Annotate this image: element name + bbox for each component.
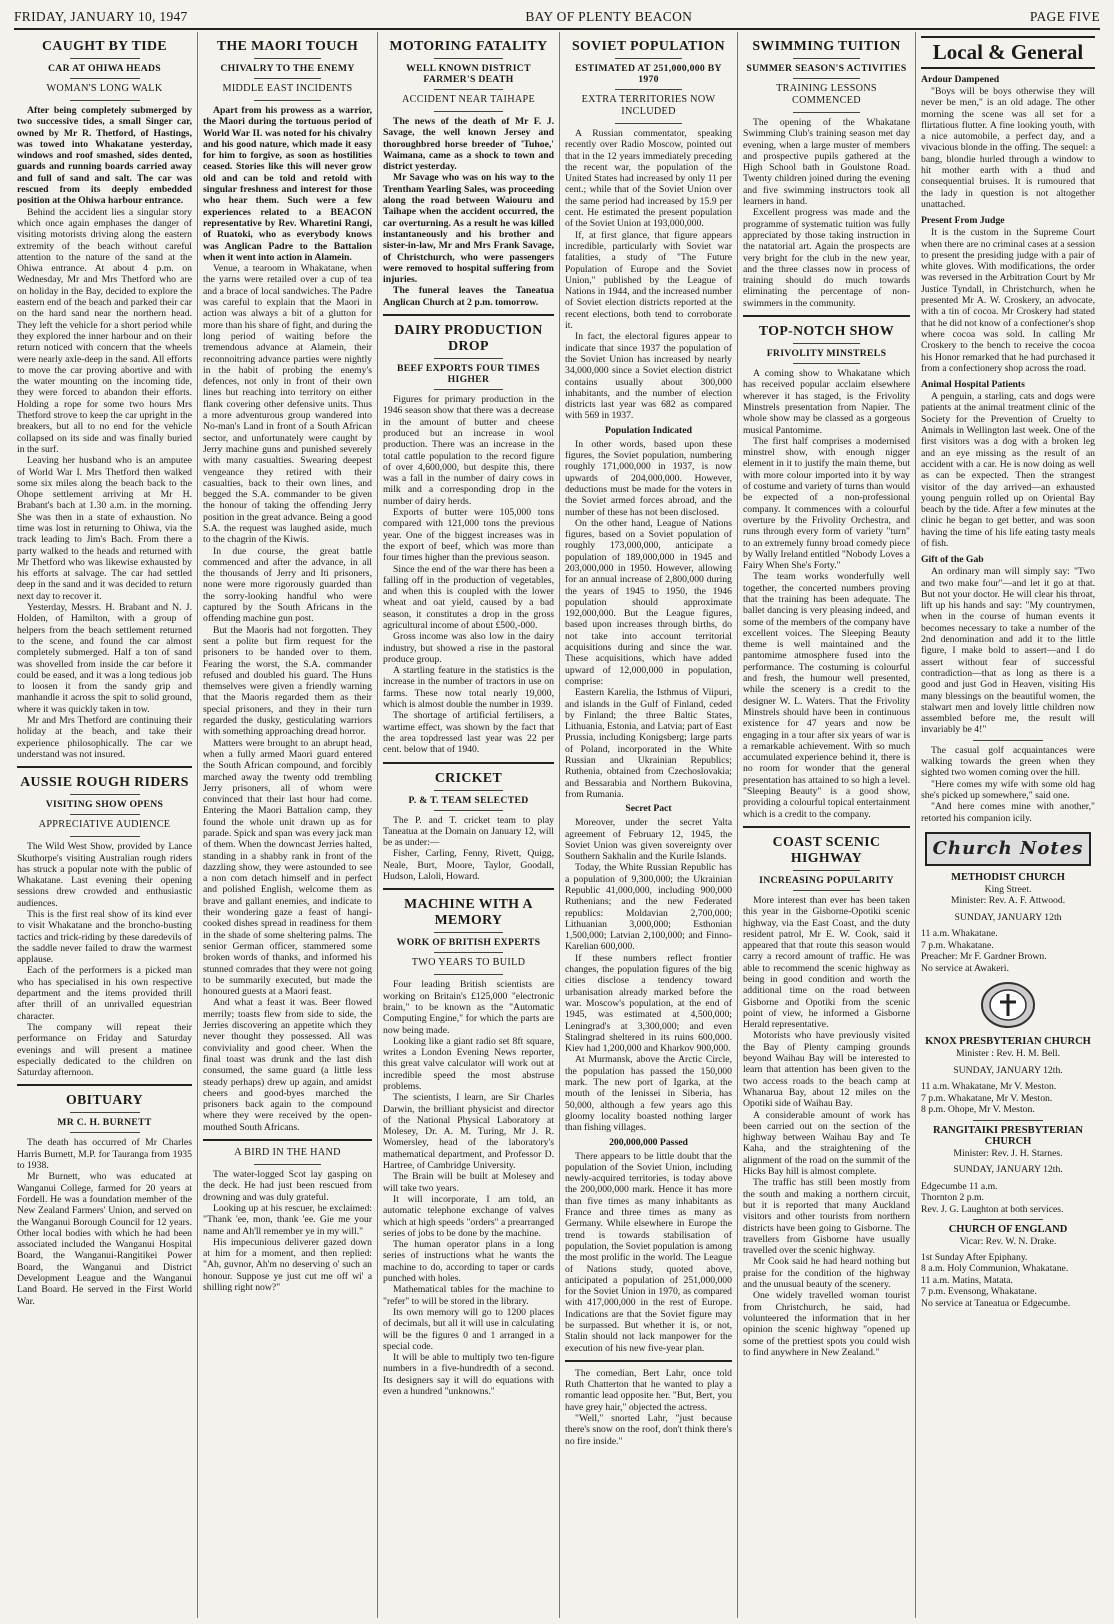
- divider: [254, 58, 322, 59]
- body-paragraph: The team works wonderfully well together, the concerted numbers proving that the training has been adequate. The ballet dancing is very pleasing indeed, and some of the members of the company have excellent voices. The Sleeping Beauty theme is well maintained and the pantomime atmosphere fused into the performance. The costuming is colourful and fresh, the humour well presented, while the scenery is a credit to the designer W. L. Waters. That the Frivolity Minstrels should have been in continuous existence for 47 years and now be engaging in a tour after six years of war is a remarkable achievement. With so much accumulated experience behind it, there is no room for wonder that the general presentation has attained to so high a level. "Sleeping Beauty" is a good show, providing a colourful topical entertainment which is a credit to the company.: [743, 571, 910, 820]
- service-line: Rev. J. G. Laughton at both services.: [921, 1203, 1064, 1215]
- service-line: Preacher: Mr F. Gardner Brown.: [921, 951, 1047, 963]
- headline-top-notch-show: TOP-NOTCH SHOW: [758, 323, 895, 339]
- church-minister: Minister: Rev. J. H. Starnes.: [953, 1147, 1063, 1159]
- divider: [70, 836, 140, 837]
- article-separator: [383, 888, 554, 890]
- body-paragraph: Mr Burnett, who was educated at Wanganui College, farmed for 20 years at Fordell. He was a foundation member of the New Zealand Farmers' Union, and served on the Wanganui Borough Council for 12 years. Other local bodies with which he had been associated included the Wanganui Hospital Board, the Wanganui-Rangitikei Power Board, the Wanganui and District Development League and the Wanganui Land Board. He served in the First World War.: [17, 1171, 192, 1307]
- divider: [434, 810, 502, 811]
- body-paragraph: In due course, the great battle commenced and after the advance, in all the thousands of Jerry and Iti prisoners, none were more rigorously guarded than the sorry-looking handful who were captured by the South Africans in the offending machine gun post.: [203, 545, 372, 625]
- subhead: INCREASING POPULARITY: [759, 874, 894, 886]
- lead-paragraph: Apart from his prowess as a warrior, the Maori during the tortuous period of World War II. was noted for his chivalry and his good nature, which made it easy for him to forgive, as soon as hostilities ceased. Stories like this will never grow old and can be told and retold with singular freshness and interest for those who hear them. Such were a few experiences related to a BEACON representative by Rev. Wharetini Rangi, of Ruatoki, who as everybody knows was Anglican Padre to the Battalion when it went into action in Alamein.: [203, 105, 372, 263]
- subhead: FRIVOLITY MINSTRELS: [766, 348, 887, 360]
- service-line: Edgecumbe 11 a.m.: [921, 1180, 998, 1192]
- church-name: KNOX PRESBYTERIAN CHURCH: [925, 1036, 1091, 1048]
- service-line: Thornton 2 p.m.: [921, 1192, 984, 1204]
- headline-caught-by-tide: CAUGHT BY TIDE: [42, 38, 167, 53]
- body-paragraph: It is the custom in the Supreme Court when there are no criminal cases at a session to present the presiding judge with a pair of white gloves. With modifications, the order was reversed in the Arbitration Court by Mr Justice Tyndall, in Christchurch, when he presented Mr A. W. Croskery, an advocate, with a tin of cocoa. Mr Croskery had stated that he did not know of a confectioner's shop where cocoa was sold. In calling Mr Croskery to the bench to receive the cocoa his Honor remarked that he had purchased it from a confectionery shop across the road.: [921, 227, 1095, 374]
- body-paragraph: The shortage of artificial fertilisers, a wartime effect, was shown by the fact that the area topdressed last year was 22 per cent. below that of 1940.: [383, 710, 554, 756]
- body-paragraph: Eastern Karelia, the Isthmus of Viipuri, and islands in the Gulf of Finland, ceded by Finland; the three Baltic States, Lithuania, Estonia, and Latvia; part of East Prussia, including Konigsberg; large parts of Poland, incorporated in the White Russian and Ukrainian Republics; Ruthenia, obtained from Czechoslovakia; and Bessarabia and Northern Bukovina, from Rumania.: [565, 687, 732, 800]
- body-paragraph: Looking up at his rescuer, he exclaimed: "Thank 'ee, mon, thank 'ee. Gie me your name and Ah'll remember ye in my will.": [203, 1202, 372, 1237]
- subhead: VISITING SHOW OPENS: [45, 799, 164, 811]
- body-paragraph: Looking like a giant radio set 8ft square, writes a London Evening News reporter, this great valve calculator will work out at incredible speed the most abstruse problems.: [383, 1035, 554, 1092]
- crest-emblem-icon: [978, 980, 1038, 1030]
- body-paragraph: A considerable amount of work has been carried out on the section of the highway between Waihau Bay and Te Kaha, and the straightening of the alignment of the road on the summit of the Hicks Bay hill is almost complete.: [743, 1109, 910, 1178]
- sidehead: Population Indicated: [605, 424, 692, 436]
- article-separator: [383, 314, 554, 316]
- deck: TRAINING LESSONS COMMENCED: [776, 83, 877, 106]
- church-crest: [921, 980, 1095, 1030]
- service-day: SUNDAY, JANUARY 12th: [954, 911, 1062, 923]
- headline-aussie-rough-riders: AUSSIE ROUGH RIDERS: [20, 774, 189, 790]
- subhead: MR C. H. BURNETT: [57, 1117, 152, 1129]
- lead-paragraph: Mr Savage who was on his way to the Trentham Yearling Sales, was proceeding along the road between Waiouru and Taihape when the accident occurred, the car overturning. As a result he was killed instantaneously and his brother and sister-in-law, Mr and Mrs Frank Savage, of Christchurch, who were passengers were removed to hospital suffering from injuries.: [383, 172, 554, 286]
- divider: [70, 1112, 140, 1113]
- page-number: PAGE FIVE: [1029, 9, 1100, 24]
- body-paragraph: Yesterday, Messrs. H. Brabant and N. J. Holden, of Hamilton, with a group of helpers from the beach settlement returned to the scene, and found the car almost completely submerged. Half a ton of sand was shovelled from inside the car before it could be eased, and it was a long tedious job to loosen it from the sandy grip and manhandle it across the spit to solid ground, where it was quickly taken in tow.: [17, 602, 192, 715]
- church-name: CHURCH OF ENGLAND: [948, 1224, 1068, 1236]
- item-heading: Gift of the Gab: [921, 554, 984, 566]
- divider: [793, 58, 860, 59]
- headline-soviet-population: SOVIET POPULATION: [571, 38, 726, 53]
- service-line: 1st Sunday After Epiphany.: [921, 1251, 1028, 1263]
- body-paragraph: The opening of the Whakatane Swimming Club's training season met day evening, when a large muster of members and prospective pupils gathered at the High School bath in Goulstone Road. Twenty children joined during the evening and five swimming instructors took all learners in hand.: [743, 117, 910, 208]
- subhead: BEEF EXPORTS FOUR TIMES HIGHER: [396, 363, 540, 386]
- subhead: P. & T. TEAM SELECTED: [408, 794, 529, 806]
- body-paragraph: At Murmansk, above the Arctic Circle, the population has passed the 150,000 mark. The new port of Igarka, at the mouth of the Ienissei in Siberia, has 50,000, although a few years ago this gloomy locality boasted nothing larger than fishing villages.: [565, 1054, 732, 1134]
- body-paragraph: Mr Cook said he had heard nothing but praise for the condition of the highway and the unusual beauty of the scenery.: [743, 1256, 910, 1291]
- church-minister: Minister: Rev. A. F. Attwood.: [950, 895, 1066, 907]
- headline-dairy-production: DAIRY PRODUCTION DROP: [394, 322, 543, 354]
- divider: [434, 932, 502, 933]
- divider: [793, 112, 860, 113]
- body-paragraph: Mr and Mrs Thetford are continuing their holiday at the beach, and take their experience philosophically. The car we understand was not insured.: [17, 715, 192, 760]
- headline-bird-in-hand: A BIRD IN THE HAND: [234, 1147, 341, 1159]
- body-paragraph: The scientists, I learn, are Sir Charles Darwin, the brilliant physicist and director of the National Physical Laboratory at Molesey, Dr. A. M. Turing, Mr J. R. Womersley, head of the laboratory's mathematical department, and Professor D. Hartree, of Cambridge University.: [383, 1092, 554, 1172]
- body-paragraph: The Wild West Show, provided by Lance Skuthorpe's visiting Australian rough riders has struck a popular note with the public of Whakatane. Last evening their opening sessions drew crowded and enthusiastic audiences.: [17, 841, 192, 909]
- body-paragraph: Since the end of the war there has been a falling off in the production of vegetables, and when this is coupled with the lower wheat and oat yield, caused by a bad season, it constitutes a drop in the gross agricultural income of about £500,-000.: [383, 563, 554, 631]
- body-paragraph: "Boys will be boys otherwise they will never be men," is an old adage. The other morning the scene was all set for a flirtatious flutter. A fine looking youth, with a nice automobile, a perfect day, and a vivacious blonde in the offing. The sequel: a bang, blondie hurled through a window to hit mother earth with a thud and consequential bruises. It is rumoured that the lady in question is not altogether unattached.: [921, 86, 1095, 210]
- body-paragraph: The human operator plans in a long series of instructions what he wants the machine to do, according to taper or cards punched with holes.: [383, 1239, 554, 1285]
- service-day: SUNDAY, JANUARY 12th.: [953, 1064, 1063, 1076]
- body-paragraph: On the other hand, League of Nations figures, based on a Soviet population of roughly 173,000,000, anticipate a population of 189,000,000 in 1945 and 203,000,000 in 1950. However, allowing for an annual increase of 2,800,000 during the years of 1945 to 1950, the 1946 population should approximate 192,000,000. But the League figures, based upon increases through births, do not take into account territorial acquisitions during and since the war. These acquisitions, which have added upward of 12,000,000 in population, comprise:: [565, 517, 732, 687]
- divider: [615, 89, 682, 90]
- body-paragraph: One widely travelled woman tourist from Christchurch, he said, had volunteered the information that in her opinion the scenic highway "opened up some of the prettiest spots you could wish to find anywhere in New Zealand.": [743, 1290, 910, 1358]
- divider: [793, 890, 860, 891]
- service-line: 11 a.m. Whakatane, Mr V. Meston.: [921, 1081, 1057, 1093]
- body-paragraph: And what a feast it was. Beer flowed merrily; toasts flew from side to side, the Jerries discovering an appetite which they never thought they possessed. All was conviviality and good cheer. When the final toast was drunk and the last dish consumed, the same guard (a little less steady perhaps) drew up again, and amidst cheers and good-byes marched the prisoners back again to the compound where they were received by the open-mouthed South Africans.: [203, 997, 372, 1133]
- body-paragraph: "And here comes mine with another," retorted his companion icily.: [921, 801, 1095, 824]
- body-paragraph: This is the first real show of its kind ever to visit Whakatane and the broncho-busting tactics and trick-riding by these daredevils of the saddle never failed to draw the warmest applause.: [17, 909, 192, 966]
- body-paragraph: It will incorporate, I am told, an automatic telephone exchange of valves which at high speeds "orders" a prearranged series of jobs to be done by the machine.: [383, 1193, 554, 1239]
- body-paragraph: An ordinary man will simply say: "Two and two make four"—and let it go at that. But not your doctor. He will clear his throat, lift up his hands and say: "My countrymen, when in the course of human events it becomes necessary to take a number of the 2nd denomination and add it to the little figure, I make bold to assert—and I do assert without fear of successful contradiction—that as long as there is a good and just God in Heaven, visiting His many blessings on the beautiful women, the stalwart men and lovely little children now assembled before me, the result will invariably be 4!": [921, 566, 1095, 736]
- divider: [70, 1132, 140, 1133]
- deck: MIDDLE EAST INCIDENTS: [222, 83, 353, 94]
- headline-swimming-tuition: SWIMMING TUITION: [752, 38, 901, 53]
- divider: [615, 123, 682, 124]
- body-paragraph: Leaving her husband who is an amputee of World War I. Mrs Thetford then walked some six miles along the beach back to the Ohope settlement arriving at Mr H. Brabant's bach at 1.30 a.m. in the morning. She was then in a state of exhaustion. No time was lost in returning to Ohiwa, via the track leading to Jim's Bach. From there a party walked to the heads and returned with Mr Thetford who was likewise exhausted by his efforts at salvage. The car had settled deep in the sand and it was decided to return next day to recover it.: [17, 455, 192, 602]
- divider: [254, 78, 322, 79]
- divider: [793, 363, 860, 364]
- body-paragraph: The first half comprises a modernised minstrel show, with enough nigger element in it to justify the main theme, but with more colour imported into it by way of costume and variety of turns than would be expected of a non-professional company. It commences with a colourful overture by the Frivolity Orchestra, and runs through every form of variety "turn" to an extremely funny broad comedy piece by Wally Ireland entitled "Nobody Loves a Fairy When She's Forty.": [743, 435, 910, 572]
- body-paragraph: In fact, the electoral figures appear to indicate that since 1937 the population of the Soviet Union has increased by nearly 34,000,000 since a Soviet election district contains usually about 300,000 inhabitants, and the number of election districts last year was 682 as compared with 569 in 1937.: [565, 331, 732, 422]
- divider: [434, 358, 502, 359]
- divider: [434, 111, 502, 112]
- divider: [793, 78, 860, 79]
- subhead: CHIVALRY TO THE ENEMY: [220, 63, 355, 74]
- subhead: WORK OF BRITISH EXPERTS: [396, 937, 541, 949]
- divider: [434, 89, 502, 90]
- service-line: No service at Awakeri.: [921, 962, 1009, 974]
- body-paragraph: More interest than ever has been taken this year in the Gisborne-Opotiki scenic highway, via the East Coast, and the duty resident patrol, Mr E. W. Cook, said it appeared that that route this season would carry a record amount of traffic. He was able to recommend the scenic highway as being in good condition and worth the additional time on the road between Gisborne and Opotiki from the scenic point of view, he informed a Gisborne Herald representative.: [743, 894, 910, 1031]
- body-paragraph: But the Maoris had not forgotten. They sent a polite but firm request for the prisoners to be handed over to them. Fearing the worst, the S.A. commander refused and doubled his guard. The Huns themselves were given a friendly warning that the Maoris regarded them as their special prisoners, and they in their turn regarded the dusky, gesticulating warriors with something approaching dread horror.: [203, 624, 372, 738]
- issue-date: FRIDAY, JANUARY 10, 1947: [14, 9, 188, 24]
- lead-paragraph: The news of the death of Mr F. J. Savage, the well known Jersey and thoroughbred horse breeder of 'Tuhoe,' Waimana, came as a shock to town and district yesterday.: [383, 116, 554, 173]
- headline-obituary: OBITUARY: [65, 1092, 144, 1108]
- deck: TWO YEARS TO BUILD: [411, 957, 526, 969]
- headline-machine-memory: MACHINE WITH A MEMORY: [404, 896, 533, 928]
- body-paragraph: In other words, based upon these figures, the Soviet population, numbering roughly 171,000,000 in 1937, is now upwards of 204,000,000. However, deductions must be made for the voters in the Soviet armed forces abroad, and the number of these has not been disclosed.: [565, 438, 732, 518]
- body-paragraph: Excellent progress was made and the programme of systematic tuition was fully appreciated by those taking instruction in the natatorial art. Again the prospects are very bright for the club in the new year, and the three classes now in process of training should do much towards eliminating the percentage of non-swimmers in the community.: [743, 207, 910, 309]
- item-heading: Present From Judge: [921, 215, 1005, 227]
- divider: [70, 814, 140, 815]
- divider: [434, 952, 502, 953]
- service-line: 11 a.m. Matins, Matata.: [921, 1274, 1013, 1286]
- body-paragraph: The death has occurred of Mr Charles Harris Burnett, M.P. for Tauranga from 1935 to 1938.: [17, 1137, 192, 1172]
- body-paragraph: Fisher, Carling, Fenny, Rivett, Quigg, Neale, Burt, Moore, Taylor, Goodall, Hudson, Laloli, Howard.: [383, 848, 554, 883]
- body-paragraph: Exports of butter were 105,000 tons compared with 121,000 tons the previous year. One of the biggest increases was in the export of beef, which was more than four times higher than the previous season.: [383, 507, 554, 564]
- lead-paragraph: After being completely submerged by two successive tides, a small Singer car, owned by Mr R. Thetford, of Hastings, was towed into Whakatane yesterday, windows and roof smashed, sides dented, guards and running boards carried away and full of sand and salt. The car was rescued from its deeply embedded position at the Ohiwa harbour entrance.: [17, 105, 192, 207]
- article-separator: [17, 766, 192, 768]
- headline-coast-scenic-highway: COAST SCENIC HIGHWAY: [772, 833, 881, 865]
- body-paragraph: The water-logged Scot lay gasping on the deck. He had just been rescued from drowning and was duly grateful.: [203, 1169, 372, 1203]
- body-paragraph: If these numbers reflect frontier changes, the population figures of the big cities disclose a tendency toward urbanisation already marked before the war. Moscow's population, at the end of 1945, was estimated at 4,500,000; Leningrad's at 3,300,000; and even Stalingrad sheltered in its ruins 600,000. Kiev had 1,200,000 and Kharkov 900,000.: [565, 952, 732, 1055]
- subhead: WELL KNOWN DISTRICT FARMER'S DEATH: [406, 63, 531, 85]
- article-separator: [743, 826, 910, 828]
- service-line: 11 a.m. Whakatane.: [921, 928, 998, 940]
- divider: [793, 343, 860, 344]
- body-paragraph: "Here comes my wife with some old hag she's picked up somewhere," said one.: [921, 778, 1095, 801]
- service-line: 7 p.m. Whakatane, Mr V. Meston.: [921, 1092, 1053, 1104]
- divider: [254, 100, 322, 101]
- column-1: [14, 32, 198, 1618]
- subhead: CAR AT OHIWA HEADS: [48, 63, 161, 74]
- body-paragraph: Today, the White Russian Republic has a population of 9,300,000; the Ukrainian Republic 41,000,000, including 900,000 Ruthenians; and the new Federated republics: Moldavian 2,700,000; Lithuanian 3,000,000; Esthonian 1,500,000; Latvian 2,100,000; and Finno-Karelian 600,000.: [565, 862, 732, 953]
- body-paragraph: The P. and T. cricket team to play Taneatua at the Domain on January 12, will be as under:—: [383, 814, 554, 849]
- service-line: 8 p.m. Ohope, Mr V. Meston.: [921, 1104, 1035, 1116]
- page-columns: [14, 32, 1100, 1618]
- local-general-title: Local & General: [921, 36, 1095, 69]
- article-separator: [203, 1139, 372, 1141]
- body-paragraph: A penguin, a starling, cats and dogs were patients at the animal treatment clinic of the Society for the Prevention of Cruelty to Animals in Wellington last week. One of the first visitors was a dog with a broken leg and an eye missing as the result of an accident with a car. He is now doing as well as can be expected. Then the strangest visitor of the day arrived—an exhausted young penguin rolled up on Oriental Bay beach by the tide. After a few minutes at the clinic he began to get better, and was soon having the time of his life eating tasty meals of fish.: [921, 391, 1095, 549]
- body-paragraph: "Well," snorted Lahr, "just because there's snow on the roof, don't think there's no fire inside.": [565, 1413, 732, 1447]
- sidehead: 200,000,000 Passed: [609, 1136, 688, 1148]
- column-2: [200, 32, 378, 1618]
- body-paragraph: It will be able to multiply two ten-figure numbers in a five-hundredth of a second. Its designers say it will do equations with even a hundred "unknowns.": [383, 1352, 554, 1398]
- column-5: [740, 32, 916, 1618]
- article-separator: [383, 762, 554, 764]
- divider: [254, 1164, 322, 1165]
- body-paragraph: His impecunious deliverer gazed down at him for a moment, and then replied: "Ah, guvnor, Ah'm no deserving o' such an honour. Suppose ye just cut me off wi' a shilling right now?": [203, 1236, 372, 1293]
- body-paragraph: Mathematical tables for the machine to "refer" to will be stored in the library.: [383, 1284, 554, 1307]
- body-paragraph: Gross income was also low in the dairy industry, but showed a rise in the pastoral produce group.: [383, 631, 554, 665]
- column-3: [380, 32, 560, 1618]
- service-line: No service at Taneatua or Edgecumbe.: [921, 1297, 1071, 1309]
- body-paragraph: Behind the accident lies a singular story which once again emphases the danger of visiting motorists driving along the eastern extremity of the beach without careful attention to the nature of the sand at the Ohiwa entrance. At about 4 p.m. on Wednesday, Mr and Mrs Thetford who are on holiday in the Bay, decided to explore the eastern end of the beach and parked their car on the hard sand near the northern head. They left the vehicle for a short period while they explored the inner harbour and on their return noticed with concern that the wheels were nearly axle-deep in the sand. All efforts to move the car proving abortive and with the water mounting on the incoming tide, they were forced to abandon their efforts. Holding a rope for some two hours Mrs Thetford strove to keep the car upright in the breakers, but all to no end for the vehicle collapsed on its side and was finally buried in the surf.: [17, 206, 192, 455]
- column-4: [562, 32, 738, 1618]
- sidehead: Secret Pact: [625, 803, 672, 815]
- divider: [973, 1120, 1043, 1121]
- divider: [70, 58, 140, 59]
- body-paragraph: A coming show to Whakatane which has received popular acclaim elsewhere wherever it has staged, is the Frivolity Minstrels presentation from Napier. The whole show may be classed as a gorgeous musical Pantomime.: [743, 368, 910, 436]
- divider: [70, 100, 140, 101]
- divider: [973, 1219, 1043, 1220]
- body-paragraph: The company will repeat their performance on Friday and Saturday evenings and will present a matinee especially dedicated to the children on Saturday afternoon.: [17, 1021, 192, 1079]
- service-line: 7 p.m. Evensong, Whakatane.: [921, 1286, 1037, 1298]
- church-name: RANGITAIKI PRESBYTERIAN CHURCH: [932, 1124, 1084, 1147]
- deck: APPRECIATIVE AUDIENCE: [38, 819, 171, 831]
- body-paragraph: Venue, a tearoom in Whakatane, when the yarns were retailed over a cup of tea and a brace of local sandwiches. The Padre was careful to explain that the Maori in action was always a bit of a glutton for more than his share of fight, and during the long period of waiting before the tremendous advance at Alamein, their reconnoitring advance parties were nightly in the habit of probing the enemy's defences, not only in front of their own lines but reaching into territory on either flank covering other defensive units. Thus a more adventurous group wandered into No-man's Land in front of a South African sector, and unfortunately were caught by Jerry machine guns and punished severely with many casualties. Swearing deepest vengeance they retired with their casualties, back to their own lines, and begged the S.A. commander to be given the honour of taking the offending Jerry position in the great advance. Being a good S.A. the request was laughed aside, much to the chagrin of the Kiwis.: [203, 263, 372, 546]
- newspaper-name: BAY OF PLENTY BEACON: [525, 9, 693, 24]
- lead-paragraph: The funeral leaves the Taneatua Anglican Church at 2 p.m. tomorrow.: [383, 285, 554, 308]
- article-separator: [565, 1360, 732, 1362]
- headline-cricket: CRICKET: [434, 769, 503, 785]
- divider: [70, 794, 140, 795]
- article-separator: [743, 315, 910, 317]
- body-paragraph: A Russian commentator, speaking recently over Radio Moscow, pointed out that in the 12 years immediately preceding the recent war, the population of the United States had increased by only 11 per cent.; while that of the Soviet Union over the same period had increased by 15.9 per cent. He estimated the present population of the Soviet Union at 193,000,000.: [565, 128, 732, 230]
- divider: [434, 58, 502, 59]
- column-6: [918, 32, 1100, 1618]
- church-minister: Minister : Rev. H. M. Bell.: [955, 1048, 1061, 1060]
- subhead: SUMMER SEASON'S ACTIVITIES: [746, 63, 907, 74]
- divider: [434, 974, 502, 975]
- body-paragraph: A startling feature in the statistics is the increase in the number of tractors in use on farms. These now total nearly 19,000, which is almost double the number in 1939.: [383, 665, 554, 711]
- deck: ACCIDENT NEAR TAIHAPE: [401, 94, 535, 105]
- body-paragraph: The Brain will be built at Molesey and will take two years.: [383, 1171, 554, 1194]
- body-paragraph: Moreover, under the secret Yalta agreement of February 12, 1945, the Soviet Union was given sovereignty over Southern Sakhalin and the Kurile Islands.: [565, 817, 732, 863]
- headline-motoring-fatality: MOTORING FATALITY: [389, 38, 548, 53]
- divider: [434, 389, 502, 390]
- divider: [615, 58, 682, 59]
- body-paragraph: Matters were brought to an abrupt head, when a fully armed Maori guard entered the South African compound, and forcibly marched away the twenty odd trembling Jerry prisoners, all of whom were convinced that their last hour had come. Entering the Maori Battalion camp, they found the whole unit drawn up as for parade. Spick and span was every jack man of them. When the downcast Jerries halted, standing in a shabby rank in front of the dazzling show, they were astounded to see a non com detach himself and in perfect and polished English, welcome them as brave and gallant enemies, and indicate to their wondering gaze a feast of hangi-cooked dishes spread in readiness for them in the shade of some sheltering palms. The senior German officer, stammered some broken words of thanks, and informed his stunned comrades that they were not going to be summarily executed, but made the honoured guests at a Maori feast.: [203, 737, 372, 998]
- service-line: 8 a.m. Holy Communion, Whakatane.: [921, 1263, 1069, 1275]
- church-minister: Vicar: Rev. W. N. Drake.: [959, 1236, 1057, 1248]
- service-day: SUNDAY, JANUARY 12th.: [953, 1164, 1063, 1176]
- item-heading: Animal Hospital Patients: [921, 379, 1025, 391]
- headline-maori-touch: THE MAORI TOUCH: [216, 38, 359, 53]
- body-paragraph: If, at first glance, that figure appears incredible, particularly with Soviet war fatalities, a study of "The Future Population of Europe and the Soviet Union," published by the League of Nations in 1944, and the increased number of Soviet election districts reported at the recent elections, both tend to corroborate it.: [565, 229, 732, 332]
- service-line: 7 p.m. Whakatane.: [921, 939, 994, 951]
- body-paragraph: Motorists who have previously visited the Bay of Plenty camping grounds beyond Waihau Bay will be interested to learn that attention has been given to the two access roads to the beach camp at Whanarua Bay, about 12 miles on the Opotiki side of Waihau Bay.: [743, 1030, 910, 1110]
- divider: [70, 78, 140, 79]
- church-name: METHODIST CHURCH: [951, 871, 1065, 883]
- divider: [434, 790, 502, 791]
- deck: WOMAN'S LONG WALK: [46, 83, 163, 94]
- body-paragraph: Figures for primary production in the 1946 season show that there was a decrease in the amount of butter and cheese produced but an increase in wool production. There was an increase in the total cattle population to the record figure of over 4,600,000, but despite this, there was a fall in the number of dairy cows in milk and a corresponding drop in the number of dairy herds.: [383, 394, 554, 507]
- article-separator: [17, 1084, 192, 1086]
- item-heading: Ardour Dampened: [921, 74, 1000, 85]
- body-paragraph: The casual golf acquaintances were walking towards the green when they sighted two women coming over the hill.: [921, 744, 1095, 779]
- body-paragraph: Its own memory will go to 1200 places of decimals, but all it will use in calculating will be the figures 0 and 1 arranged in a special code.: [383, 1306, 554, 1352]
- divider: [973, 740, 1043, 741]
- divider: [793, 870, 860, 871]
- church-notes-banner: Church Notes: [925, 832, 1091, 866]
- body-paragraph: Each of the performers is a picked man who has specialised in his own respective department and the items provided thrill after thrill of an unrivalled equestrian character.: [17, 965, 192, 1022]
- church-address: King Street.: [984, 883, 1032, 895]
- body-paragraph: The comedian, Bert Lahr, once told Ruth Chatterton that he wanted to play a romantic lead opposite her. "But, Bert, you have grey hair," objected the actress.: [565, 1367, 732, 1413]
- deck: EXTRA TERRITORIES NOW INCLUDED: [581, 94, 716, 117]
- body-paragraph: The traffic has still been mostly from the south and making a northern circuit, but it is reported that many Auckland visitors and other tourists from northern districts have been going to Gisborne. The travellers from Gisborne have usually travelled over the scenic highway.: [743, 1177, 910, 1257]
- subhead: ESTIMATED AT 251,000,000 BY 1970: [575, 63, 722, 85]
- body-paragraph: Four leading British scientists are working on Britain's £125,000 "electronic brain," to be known as the "Automatic Computing Engine," for which the parts are now being made.: [383, 979, 554, 1036]
- masthead: [14, 6, 1100, 30]
- body-paragraph: There appears to be little doubt that the population of the Soviet Union, including newly-acquired territories, is today above the 200,000,000 mark. Hence it has more than five times as many inhabitants as France and three times as many as Germany. While elsewhere in Europe the trend is towards stabilisation of population, the Soviet population is among the most prolific in the world. The League of Nations study, quoted above, anticipated a population of 251,000,000 for the Soviet Union in 1970, as compared with 417,000,000 in the rest of Europe. Indications are that the Soviet figure may be surpassed. But whether it is, or not, Stalin should not lack manpower for the execution of his new five-year plan.: [565, 1150, 732, 1354]
